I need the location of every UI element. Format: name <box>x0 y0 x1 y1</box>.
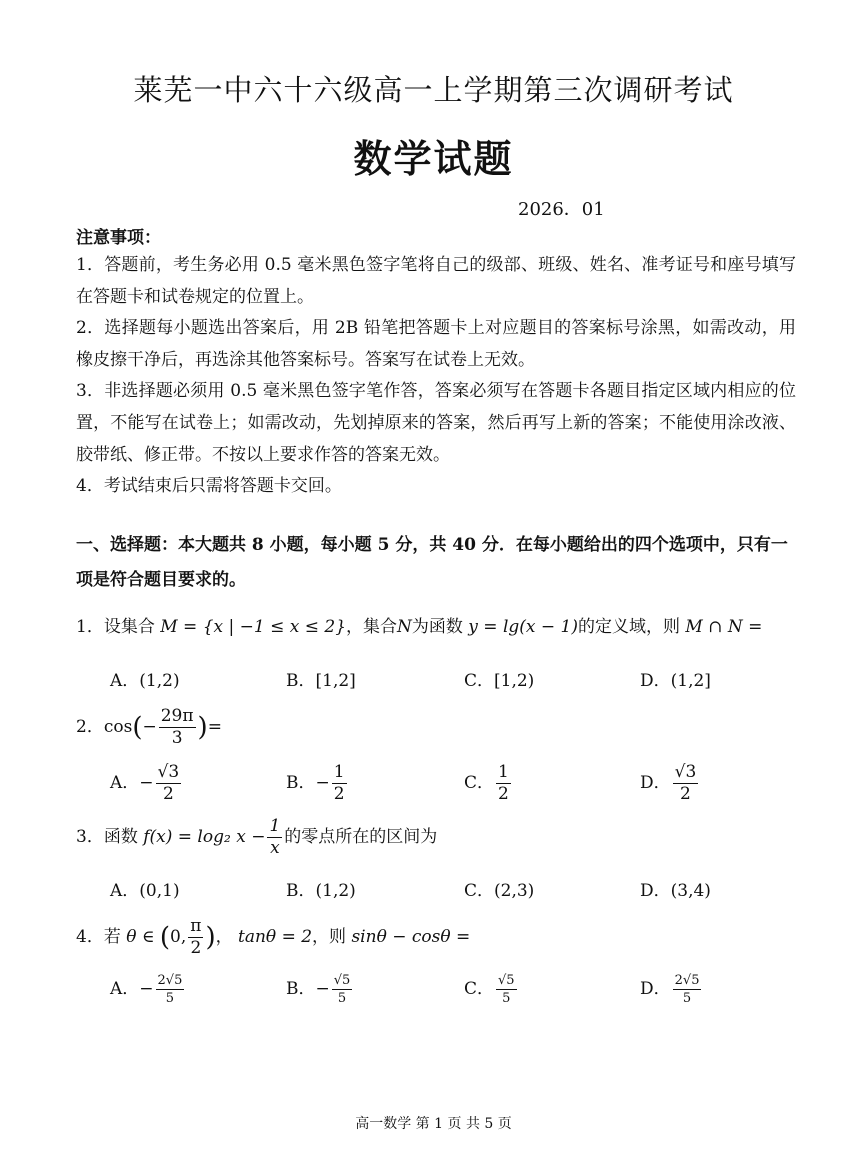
fraction <box>156 764 182 803</box>
option-label: D． <box>640 773 671 793</box>
option-label: D． <box>640 979 671 999</box>
fraction-num: √5 <box>498 973 515 988</box>
fraction-den: 5 <box>502 991 511 1006</box>
question-text: ， <box>215 927 233 947</box>
fraction-num: 1 <box>333 762 345 782</box>
note-item: 1．答题前，考生务必用 0.5 毫米黑色签字笔将自己的级部、班级、姓名、准考证号和座号填写在答题卡和试卷规定的位置上。 <box>76 255 796 307</box>
math-cos: cos <box>103 717 133 737</box>
fraction <box>332 764 347 803</box>
fraction <box>673 974 702 1005</box>
fraction <box>673 764 699 803</box>
option-c <box>464 974 519 1005</box>
notes-heading: 注意事项： <box>76 228 161 248</box>
option-a <box>110 974 186 1005</box>
paren-close: ) <box>205 922 216 953</box>
question-number: 1． <box>76 617 104 637</box>
option-c: C．(2,3) <box>464 881 535 901</box>
question-text: ，则 <box>312 927 347 947</box>
notes-list <box>76 250 796 503</box>
math-minus: − <box>142 717 157 737</box>
fraction-num: 29π <box>160 706 194 726</box>
question-text: 函数 <box>103 827 138 847</box>
option-sign: − <box>315 979 330 999</box>
question-text: 的零点所在的区间为 <box>284 827 438 847</box>
math-ask: sinθ − cosθ = <box>351 927 471 947</box>
option-sign: − <box>139 773 154 793</box>
question-1 <box>76 612 762 637</box>
fraction-num: 1 <box>498 762 509 782</box>
paren-open: ( <box>159 922 171 953</box>
option-label: A． <box>110 979 140 999</box>
option-c: C．[1,2) <box>464 671 535 691</box>
fraction <box>188 918 203 957</box>
fraction <box>496 974 517 1005</box>
option-d <box>640 764 700 803</box>
option-b: B．(1,2) <box>286 881 356 901</box>
question-text: 为函数 <box>411 617 463 637</box>
option-label: A． <box>110 773 140 793</box>
question-number: 3． <box>76 827 104 847</box>
fraction-den: 2 <box>498 784 509 804</box>
question-2 <box>76 708 222 747</box>
option-b <box>286 764 349 803</box>
math-set-n: N <box>397 617 412 637</box>
fraction-den: 2 <box>162 784 174 804</box>
option-sign: − <box>315 773 330 793</box>
question-text: 的定义域，则 <box>578 617 680 637</box>
option-d: D．(1,2] <box>640 671 711 691</box>
math-zero: 0, <box>170 927 187 947</box>
option-d: D．(3,4) <box>640 881 711 901</box>
option-c <box>464 764 513 803</box>
option-b: B．[1,2] <box>286 671 356 691</box>
fraction-den: 2 <box>190 938 202 958</box>
fraction-num: 2√5 <box>674 973 700 988</box>
page-footer: 高一数学 第 1 页 共 5 页 <box>355 1116 512 1132</box>
math-tan: tanθ = 2 <box>238 927 313 947</box>
note-item: 4．考试结束后只需将答题卡交回。 <box>76 476 342 497</box>
option-label: C． <box>464 773 495 793</box>
option-sign: − <box>139 979 154 999</box>
option-a: A．(1,2) <box>110 671 180 691</box>
subject-title: 数学试题 <box>353 136 514 181</box>
fraction-den: 5 <box>682 991 692 1006</box>
option-a <box>110 764 183 803</box>
note-item: 3．非选择题必须用 0.5 毫米黑色签字笔作答，答案必须写在答题卡各题目指定区域内相应的位置，不能写在试卷上；如需改动，先划掉原来的答案，然后再写上新的答案；不能使用涂改液、胶带纸、修正带。不按以上要求作答的答案无效。 <box>76 381 796 465</box>
exam-date: 2026．01 <box>518 199 605 220</box>
option-a: A．(0,1) <box>110 881 180 901</box>
math-set-m: M = {x | −1 ≤ x ≤ 2} <box>160 617 347 637</box>
math-ask: M ∩ N = <box>685 617 763 637</box>
question-number: 4． <box>76 927 104 947</box>
paren-close: ) <box>197 712 208 743</box>
math-equals: = <box>207 717 222 737</box>
question-4 <box>76 918 470 957</box>
fraction-num: √3 <box>674 762 697 782</box>
fraction-den: 5 <box>165 991 175 1006</box>
question-3 <box>76 818 437 857</box>
fraction-num: √5 <box>333 973 351 988</box>
section-heading: 一、选择题：本大题共 8 小题，每小题 5 分，共 40 分．在每小题给出的四个选项中，只有一项是符合题目要求的。 <box>76 535 788 590</box>
question-number: 2． <box>76 717 104 737</box>
paren-open: ( <box>132 712 143 743</box>
question-text: 设集合 <box>103 617 155 637</box>
exam-title: 莱芜一中六十六级高一上学期第三次调研考试 <box>133 73 734 107</box>
fraction-den: 2 <box>333 784 345 804</box>
option-label: C． <box>464 979 495 999</box>
fraction-num: 2√5 <box>157 973 183 988</box>
note-item: 2．选择题每小题选出答案后，用 2B 铅笔把答题卡上对应题目的答案标号涂黑，如需改动，用橡皮擦干净后，再选涂其他答案标号。答案写在试卷上无效。 <box>76 318 796 370</box>
fraction-num: π <box>190 916 202 936</box>
fraction-den: x <box>270 838 280 858</box>
fraction <box>156 974 185 1005</box>
fraction-den: 2 <box>680 784 691 804</box>
math-theta: θ ∈ <box>126 927 160 947</box>
fraction <box>267 818 282 857</box>
fraction-num: √3 <box>157 762 180 782</box>
fraction-num: 1 <box>269 816 281 836</box>
fraction <box>496 764 511 803</box>
fraction <box>332 974 353 1005</box>
question-text: 若 <box>103 927 121 947</box>
fraction <box>159 708 196 747</box>
fraction-den: 5 <box>337 991 347 1006</box>
option-label: B． <box>286 773 316 793</box>
question-text: ，集合 <box>346 617 398 637</box>
math-function: f(x) = log₂ x − <box>143 827 266 847</box>
option-b <box>286 974 354 1005</box>
fraction-den: 3 <box>171 728 183 748</box>
math-function: y = lg(x − 1) <box>468 617 578 637</box>
option-d <box>640 974 703 1005</box>
option-label: B． <box>286 979 316 999</box>
